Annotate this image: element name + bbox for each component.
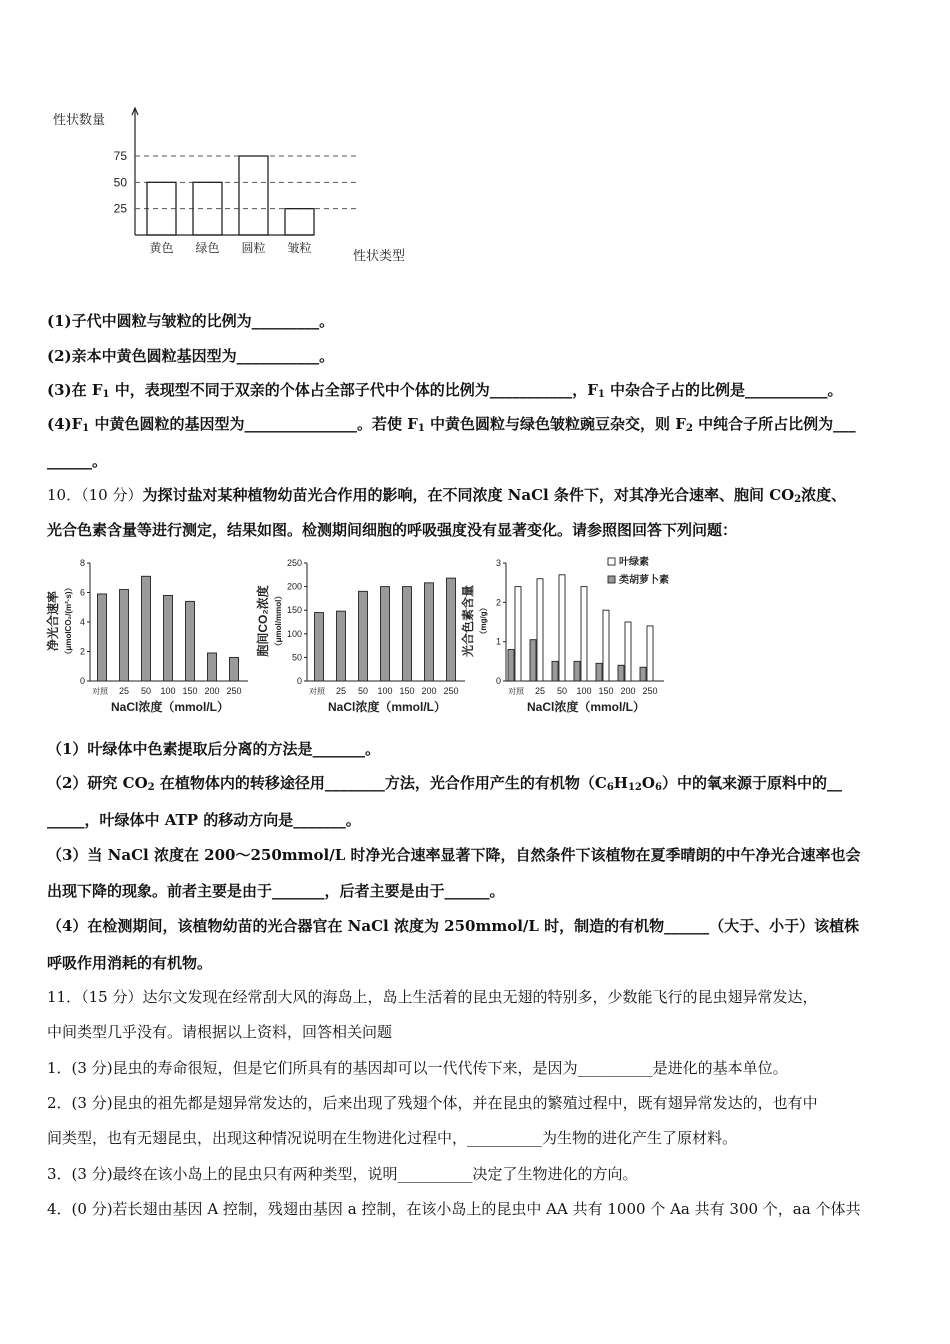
x-tick-label: 绿色 xyxy=(195,241,220,255)
y-tick-label: 50 xyxy=(291,652,302,663)
bar xyxy=(120,590,129,681)
bar xyxy=(164,595,173,681)
bar xyxy=(142,576,151,681)
q11-part2: 2．(3 分)昆虫的祖先都是翅异常发达的，后来出现了残翅个体，并在昆虫的繁殖过程中，既有翅异常发达的，也有中 xyxy=(47,1094,818,1112)
y-axis-label: 胞间CO₂浓度 xyxy=(256,585,270,657)
x-tick-label: 100 xyxy=(377,686,393,696)
x-tick-label: 黄色 xyxy=(149,241,174,255)
bar-carotenoid xyxy=(640,667,646,681)
q9-part4-cont: ______。 xyxy=(47,452,108,470)
y-tick-label: 3 xyxy=(495,558,501,568)
y-axis-unit: （mg/g） xyxy=(479,603,488,639)
bar-carotenoid xyxy=(596,663,602,681)
net-photosynthesis-bar-chart xyxy=(45,555,255,720)
bar xyxy=(359,591,368,681)
bar xyxy=(208,653,217,681)
q10-intro-cont: 光合色素含量等进行测定，结果如图。检测期间细胞的呼吸强度没有显著变化。请参照图回答下列问题： xyxy=(47,521,738,539)
x-tick-label: 200 xyxy=(421,686,437,696)
x-tick-label: 200 xyxy=(204,686,220,696)
x-axis-label: NaCl浓度（mmol/L） xyxy=(110,700,230,714)
y-tick-label: 2 xyxy=(79,646,85,657)
bar xyxy=(315,613,324,681)
bar-carotenoid xyxy=(574,661,580,681)
x-tick-label: 150 xyxy=(182,686,198,696)
q9-part2: (2)亲本中黄色圆粒基因型为___________。 xyxy=(47,347,335,365)
legend-label-chlorophyll: 叶绿素 xyxy=(619,557,649,568)
y-tick-label: 25 xyxy=(113,201,127,216)
q11-part3: 3．(3 分)最终在该小岛上的昆虫只有两种类型，说明__________决定了生物进化的方向。 xyxy=(47,1165,638,1183)
y-axis-label: 性状数量 xyxy=(53,112,106,127)
x-tick-label: 50 xyxy=(556,686,568,696)
y-axis-title xyxy=(45,583,73,658)
legend-swatch-carotenoid xyxy=(608,576,615,583)
x-axis-label: NaCl浓度（mmol/L） xyxy=(327,700,447,714)
bar-chlorophyll xyxy=(625,622,631,681)
x-tick-label: 100 xyxy=(576,686,592,696)
y-tick-label: 150 xyxy=(286,605,302,616)
x-tick-label: 100 xyxy=(160,686,176,696)
bar xyxy=(403,587,412,681)
q11-part4: 4．(0 分)若长翅由基因 A 控制，残翅由基因 a 控制，在该小岛上的昆虫中 AA 共有 1000 个 Aa 共有 300 个，aa 个体共 xyxy=(47,1200,861,1218)
q10-number: 10．（10 分） xyxy=(47,486,143,504)
q11-intro: 11．（15 分）达尔文发现在经常刮大风的海岛上，岛上生活着的昆虫无翅的特别多，少数能飞行的昆虫翅异常发达， xyxy=(47,988,818,1006)
bar xyxy=(186,601,195,681)
q10-part4: （4）在检测期间，该植物幼苗的光合器官在 NaCl 浓度为 250mmol/L 时，制造的有机物______（大于、小于）该植株 xyxy=(47,917,860,935)
bar xyxy=(285,209,314,235)
bar xyxy=(337,611,346,681)
q11-intro-cont: 中间类型几乎没有。请根据以上资料，回答相关问题 xyxy=(47,1023,393,1041)
q11-part2-cont: 间类型，也有无翅昆虫，出现这种情况说明在生物进化过程中，__________为生物的进化产生了原材料。 xyxy=(47,1129,738,1147)
y-axis-label: 光合色素含量 xyxy=(461,584,475,658)
x-tick-label: 250 xyxy=(226,686,242,696)
x-tick-label: 对照 xyxy=(92,687,108,696)
bar xyxy=(381,587,390,681)
x-tick-label: 200 xyxy=(620,686,636,696)
q11-part1: 1．(3 分)昆虫的寿命很短，但是它们所具有的基因却可以一代代传下来，是因为__________是进化的基本单位。 xyxy=(47,1059,788,1077)
y-tick-label: 250 xyxy=(286,558,302,568)
x-tick-label: 25 xyxy=(534,686,546,696)
x-tick-label: 250 xyxy=(642,686,658,696)
y-axis-title xyxy=(255,585,283,656)
y-tick-label: 6 xyxy=(79,587,85,598)
q9-part4: $(4)F_1$ 中黄色圆粒的基因型为_______________。若使 $F_1$ 中黄色圆粒与绿色皱粒豌豆杂交，则 $F_2$ 中纯合子所占比例为___ xyxy=(47,415,856,434)
y-axis-unit: （μmolCO₂/(m²·s)） xyxy=(64,583,73,659)
y-tick-label: 0 xyxy=(495,676,501,686)
bar-carotenoid xyxy=(618,665,624,681)
y-axis-label: 净光合速率 xyxy=(46,590,60,652)
bar-chlorophyll xyxy=(559,575,565,681)
bar xyxy=(239,156,268,235)
bar-carotenoid xyxy=(552,661,558,681)
q10-part2: （2）研究 $CO_2$ 在植物体内的转移途径用________方法，光合作用产生的有机物$(C_6H_{12}O_6)$中的氧来源于原料中的__ xyxy=(47,774,842,793)
y-tick-label: 1 xyxy=(495,636,501,647)
x-tick-label: 皱粒 xyxy=(287,241,312,255)
bar-chlorophyll xyxy=(515,587,521,681)
bar-chlorophyll xyxy=(581,587,587,681)
y-tick-label: 200 xyxy=(286,581,302,592)
x-tick-label: 圆粒 xyxy=(241,241,266,255)
x-tick-label: 150 xyxy=(598,686,614,696)
pigment-content-bar-chart xyxy=(460,555,685,720)
q10-part2-cont: _____，叶绿体中 ATP 的移动方向是_______。 xyxy=(47,811,361,829)
legend-label-carotenoid: 类胡萝卜素 xyxy=(619,575,669,586)
y-tick-label: 50 xyxy=(113,175,127,190)
y-tick-label: 4 xyxy=(79,617,85,627)
q9-part3: (3)在 $F_1$ 中，表现型不同于双亲的个体占全部子代中个体的比例为___________，$F_1$ 中杂合子占的比例是___________。 xyxy=(47,381,843,400)
bar-chlorophyll xyxy=(537,579,543,681)
bar-chlorophyll xyxy=(647,626,653,681)
y-axis-title xyxy=(460,585,488,657)
legend-swatch-chlorophyll xyxy=(608,558,615,565)
x-tick-label: 25 xyxy=(118,686,130,696)
bar xyxy=(98,594,107,681)
q10-part1: （1）叶绿体中色素提取后分离的方法是_______。 xyxy=(47,740,380,758)
q9-part1: (1)子代中圆粒与皱粒的比例为_________。 xyxy=(47,312,335,330)
x-tick-label: 对照 xyxy=(309,687,325,696)
x-tick-label: 150 xyxy=(399,686,415,696)
x-tick-label: 对照 xyxy=(508,687,524,696)
x-axis-label: NaCl浓度（mmol/L） xyxy=(526,700,646,714)
bar xyxy=(425,583,434,681)
q10-part4-cont: 呼吸作用消耗的有机物。 xyxy=(47,954,213,972)
y-tick-label: 0 xyxy=(79,676,85,686)
q10-part3-cont: 出现下降的现象。前者主要是由于_______，后者主要是由于______。 xyxy=(47,882,505,900)
y-tick-label: 8 xyxy=(79,558,85,568)
x-tick-label: 50 xyxy=(357,686,369,696)
q10-intro: 10．（10 分）为探讨盐对某种植物幼苗光合作用的影响，在不同浓度 NaCl 条件下，对其净光合速率、胞间 $CO_2$浓度、 xyxy=(47,486,847,505)
intercellular-co2-bar-chart xyxy=(255,555,465,720)
x-axis-label: 性状类型 xyxy=(353,248,406,263)
y-tick-label: 2 xyxy=(495,597,501,608)
y-tick-label: 75 xyxy=(113,149,127,163)
y-tick-label: 100 xyxy=(286,628,302,639)
bar-chlorophyll xyxy=(603,610,609,681)
bar xyxy=(230,657,239,681)
y-tick-label: 0 xyxy=(296,676,302,686)
trait-count-bar-chart xyxy=(45,100,425,270)
bar-carotenoid xyxy=(508,650,514,681)
bar xyxy=(447,578,456,681)
x-tick-label: 50 xyxy=(140,686,152,696)
x-tick-label: 25 xyxy=(335,686,347,696)
x-tick-label: 250 xyxy=(443,686,459,696)
bar-carotenoid xyxy=(530,640,536,681)
y-axis-unit: （μmol/mmol） xyxy=(274,591,283,651)
q10-part3: （3）当 NaCl 浓度在 200～250mmol/L 时净光合速率显著下降，自然条件下该植物在夏季晴朗的中午净光合速率也会 xyxy=(47,846,861,864)
